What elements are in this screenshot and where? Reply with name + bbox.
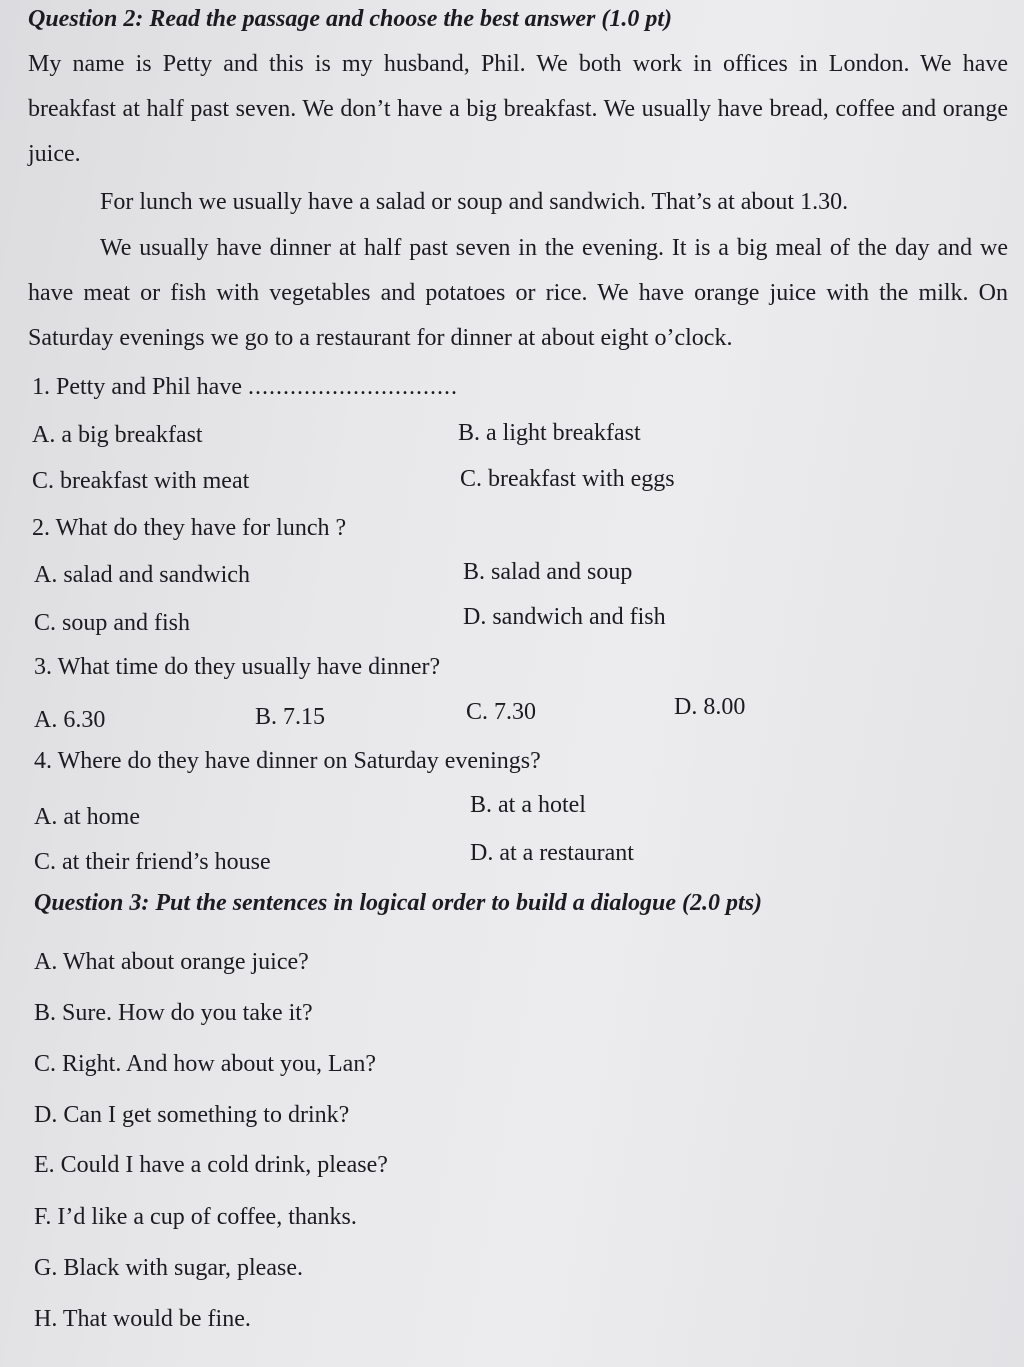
dialogue-sentence-b: B. Sure. How do you take it? xyxy=(34,1000,313,1026)
passage-paragraph-3: We usually have dinner at half past seven in the evening. It is a big meal of the day and we have meat or fish with vegetables and potatoes or rice. We have orange juice with the milk. On Saturday evenings we go to a restaurant for dinner at about eight o’clock. xyxy=(28,235,1008,351)
question-3-option-c: C. 7.30 xyxy=(466,699,537,725)
question-4-stem: 4. Where do they have dinner on Saturday evenings? xyxy=(34,748,541,774)
dialogue-sentence-g: G. Black with sugar, please. xyxy=(34,1255,303,1281)
question-3-option-d: D. 8.00 xyxy=(674,694,746,720)
question-1-option-d: C. breakfast with eggs xyxy=(460,466,675,492)
dialogue-sentence-a: A. What about orange juice? xyxy=(34,949,309,975)
question-2-stem: 2. What do they have for lunch ? xyxy=(32,515,347,541)
question-1-option-b: B. a light breakfast xyxy=(458,420,641,446)
question-3-option-a: A. 6.30 xyxy=(34,707,106,733)
dialogue-sentence-h: H. That would be fine. xyxy=(34,1306,251,1332)
question-3-option-b: B. 7.15 xyxy=(255,704,326,730)
question-2-option-c: C. soup and fish xyxy=(34,610,190,636)
passage-paragraph-1: My name is Petty and this is my husband, Phil. We both work in offices in London. We have breakfast at half past seven. We don’t have a big breakfast. We usually have bread, coffee and orange juice. xyxy=(28,51,1008,167)
question-4-option-b: B. at a hotel xyxy=(470,792,586,818)
passage-paragraph-2: For lunch we usually have a salad or soup and sandwich. That’s at about 1.30. xyxy=(100,189,849,215)
answer-blank: .............................. xyxy=(247,374,458,400)
question-4-option-d: D. at a restaurant xyxy=(470,840,634,866)
dialogue-sentence-e: E. Could I have a cold drink, please? xyxy=(34,1152,388,1178)
question-2-option-d: D. sandwich and fish xyxy=(463,604,666,630)
dialogue-sentence-c: C. Right. And how about you, Lan? xyxy=(34,1051,376,1077)
dialogue-sentence-f: F. I’d like a cup of coffee, thanks. xyxy=(34,1204,357,1230)
question-4-option-c: C. at their friend’s house xyxy=(34,849,271,875)
question-1-stem xyxy=(32,372,458,402)
question-2-heading: Question 2: Read the passage and choose the best answer (1.0 pt) xyxy=(28,6,673,32)
question-2-option-a: A. salad and sandwich xyxy=(34,562,250,588)
question-1-option-a: A. a big breakfast xyxy=(32,422,203,448)
question-3-stem: 3. What time do they usually have dinner? xyxy=(34,654,441,680)
question-1-text: 1. Petty and Phil have xyxy=(32,374,242,400)
question-1-option-c: C. breakfast with meat xyxy=(32,468,250,494)
question-3-heading: Question 3: Put the sentences in logical order to build a dialogue (2.0 pts) xyxy=(34,890,763,916)
question-2-option-b: B. salad and soup xyxy=(463,559,633,585)
dialogue-sentence-d: D. Can I get something to drink? xyxy=(34,1102,350,1128)
question-4-option-a: A. at home xyxy=(34,804,140,830)
